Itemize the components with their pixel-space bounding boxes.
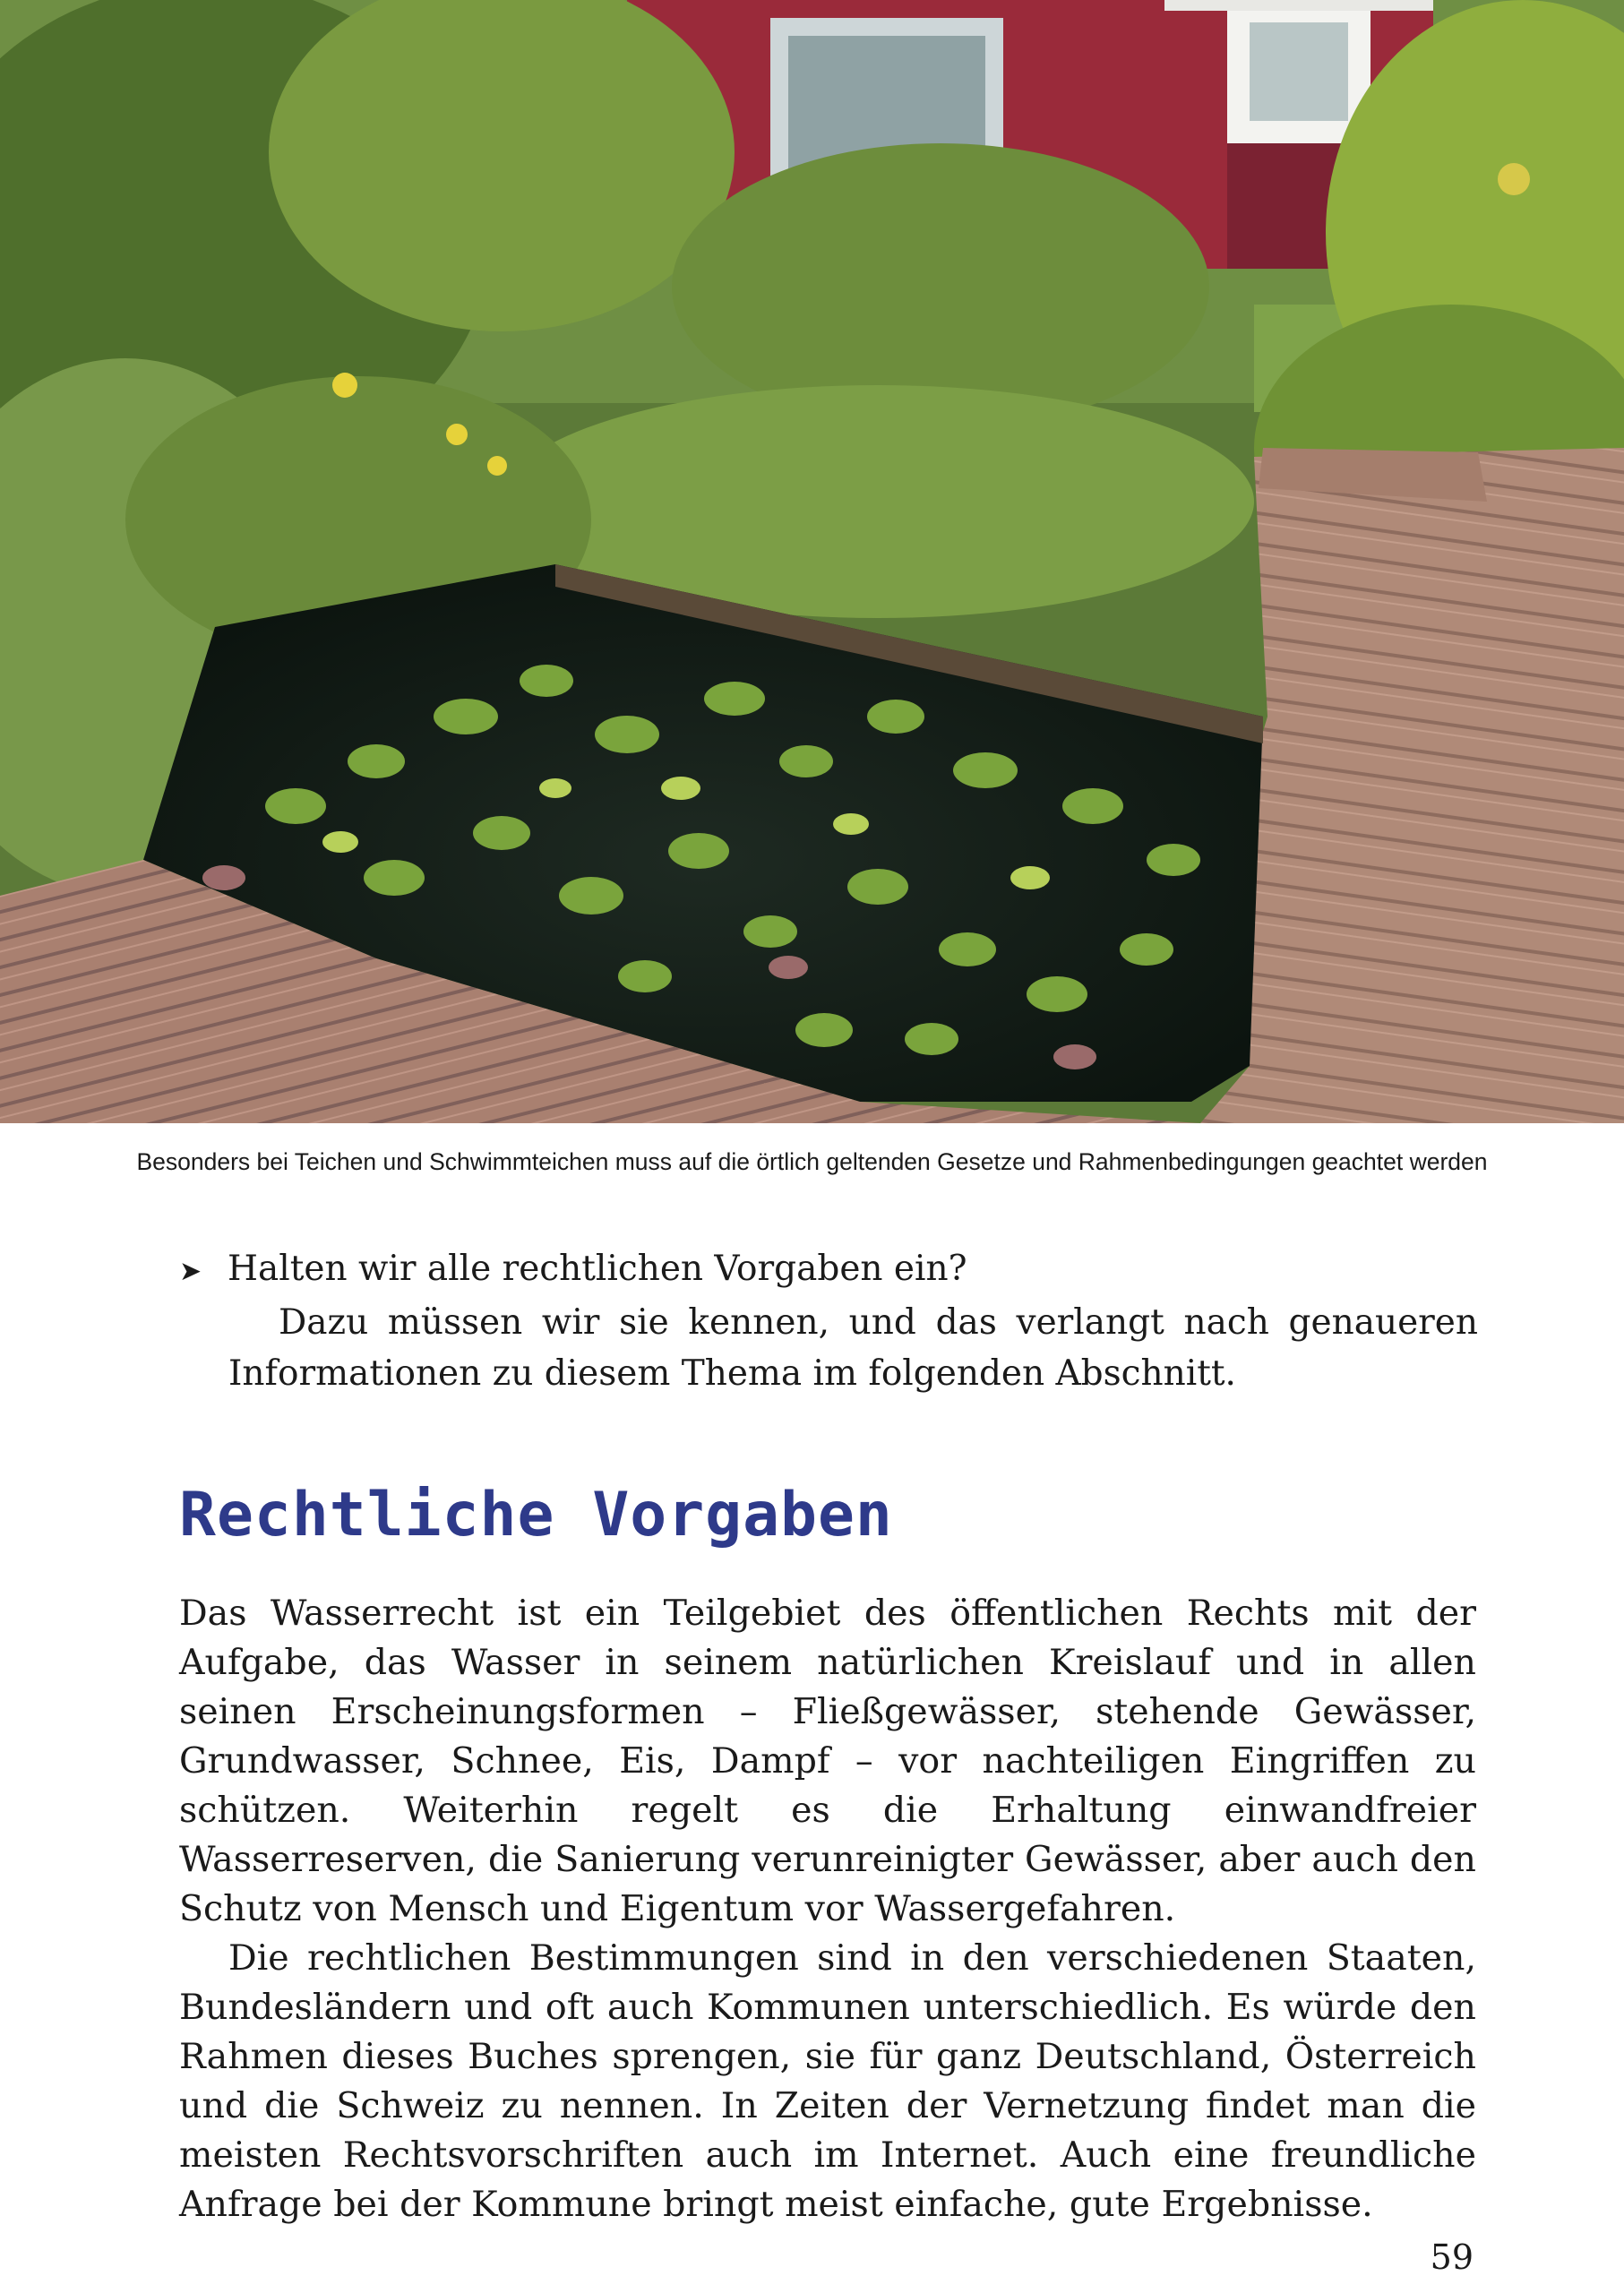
garden-pond-photo [0, 0, 1624, 1123]
section-body [179, 1589, 1476, 2229]
paragraph: Das Wasserrecht ist ein Teilgebiet des öffentlichen Rechts mit der Aufgabe, das Wasser in seinem natürlichen Kreislauf und in allen seinen Erscheinungsformen – Fließgewässer, stehende Gewässer, Grundwasser, Schnee, Eis, Dampf – vor nachteiligen Eingriffen zu schützen. Weiterhin regelt es die Erhaltung einwandfreier Wasserreserven, die Sanierung verunreinigter Gewässer, aber auch den Schutz von Mensch und Eigentum vor Wassergefahren. [179, 1593, 1476, 1929]
bullet-continuation: Dazu müssen wir sie kennen, und das verlangt nach genaueren Informationen zu diesem Thema im folgenden Abschnitt. [228, 1302, 1478, 1394]
page-number: 59 [1430, 2237, 1474, 2277]
photo-caption: Besonders bei Teichen und Schwimmteichen muss auf die örtlich geltenden Gesetze und Rahmenbedingungen geachtet werden [136, 1148, 1488, 1175]
arrow-bullet-icon: ➤ [179, 1256, 202, 1287]
section-heading: Rechtliche Vorgaben [179, 1480, 893, 1550]
paragraph: Die rechtlichen Bestimmungen sind in den verschiedenen Staaten, Bundesländern und oft auch Kommunen unterschiedlich. Es würde den Rahmen dieses Buches sprengen, sie für ganz Deutschland, Österreich und die Schweiz zu nennen. In Zeiten der Vernetzung findet man die meisten Rechtsvorschriften auch im Internet. Auch eine freundliche Anfrage bei der Kommune bringt meist einfache, gute Ergebnisse. [179, 1937, 1476, 2225]
bullet-question: Halten wir alle rechtlichen Vorgaben ein? [228, 1249, 967, 1289]
bullet-item [179, 1243, 1478, 1399]
